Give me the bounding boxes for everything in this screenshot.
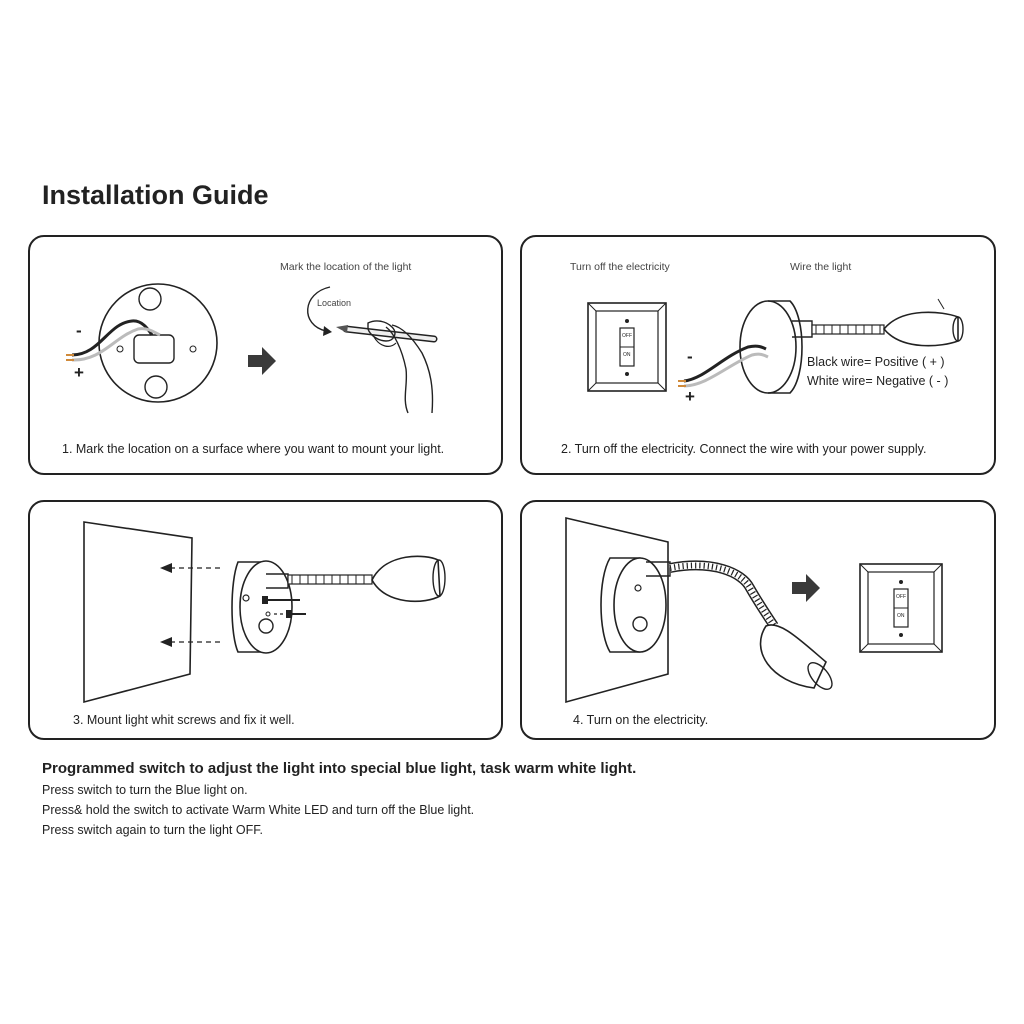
white-wire-label: White wire= Negative ( - ) [807,374,949,388]
step-4-panel [520,500,996,740]
label-wire-light: Wire the light [790,261,852,273]
step-1-illustration [30,237,503,475]
label-location: Location [317,298,352,308]
wall-icon [84,522,192,702]
minus-sign: - [76,321,82,340]
page-title: Installation Guide [42,180,269,210]
step-1-caption: 1. Mark the location on a surface where you want to mount your light. [62,442,445,456]
wall-switch-icon [860,564,942,652]
switch-off-label: OFF [622,333,632,339]
step-2-caption: 2. Turn off the electricity. Connect the wire with your power supply. [561,442,927,456]
step-4-caption: 4. Turn on the electricity. [573,713,709,727]
plus-sign: + [685,387,695,406]
switch-on-label: ON [623,352,631,358]
pencil-hand-icon [336,321,434,413]
footer-line-1: Press switch to turn the Blue light on. [42,783,248,797]
footer-line-3: Press switch again to turn the light OFF. [42,823,263,837]
footer-line-2: Press& hold the switch to activate Warm White LED and turn off the Blue light. [42,803,475,817]
lamp-icon [266,556,445,601]
step-3-panel [28,500,503,740]
footer-heading: Programmed switch to adjust the light into special blue light, task warm white light. [42,760,637,777]
step-3-illustration [30,502,503,740]
lamp-base-icon [232,561,292,653]
step-2-panel [520,235,996,475]
label-mark-location: Mark the location of the light [280,261,412,273]
wall-switch-icon [588,303,666,391]
base-plate-icon [99,284,217,402]
step-4-illustration [522,502,996,740]
switch-on-label: ON [897,613,905,619]
switch-off-label: OFF [896,594,906,600]
plus-sign: + [74,363,84,382]
arrow-right-icon [248,347,276,375]
step-1-panel [28,235,503,475]
black-wire-label: Black wire= Positive ( + ) [807,355,945,369]
label-turn-off: Turn off the electricity [570,261,670,273]
step-3-caption: 3. Mount light whit screws and fix it well. [73,713,295,727]
minus-sign: - [687,347,693,366]
arrow-right-icon [792,574,820,602]
lamp-base-icon [601,558,666,652]
